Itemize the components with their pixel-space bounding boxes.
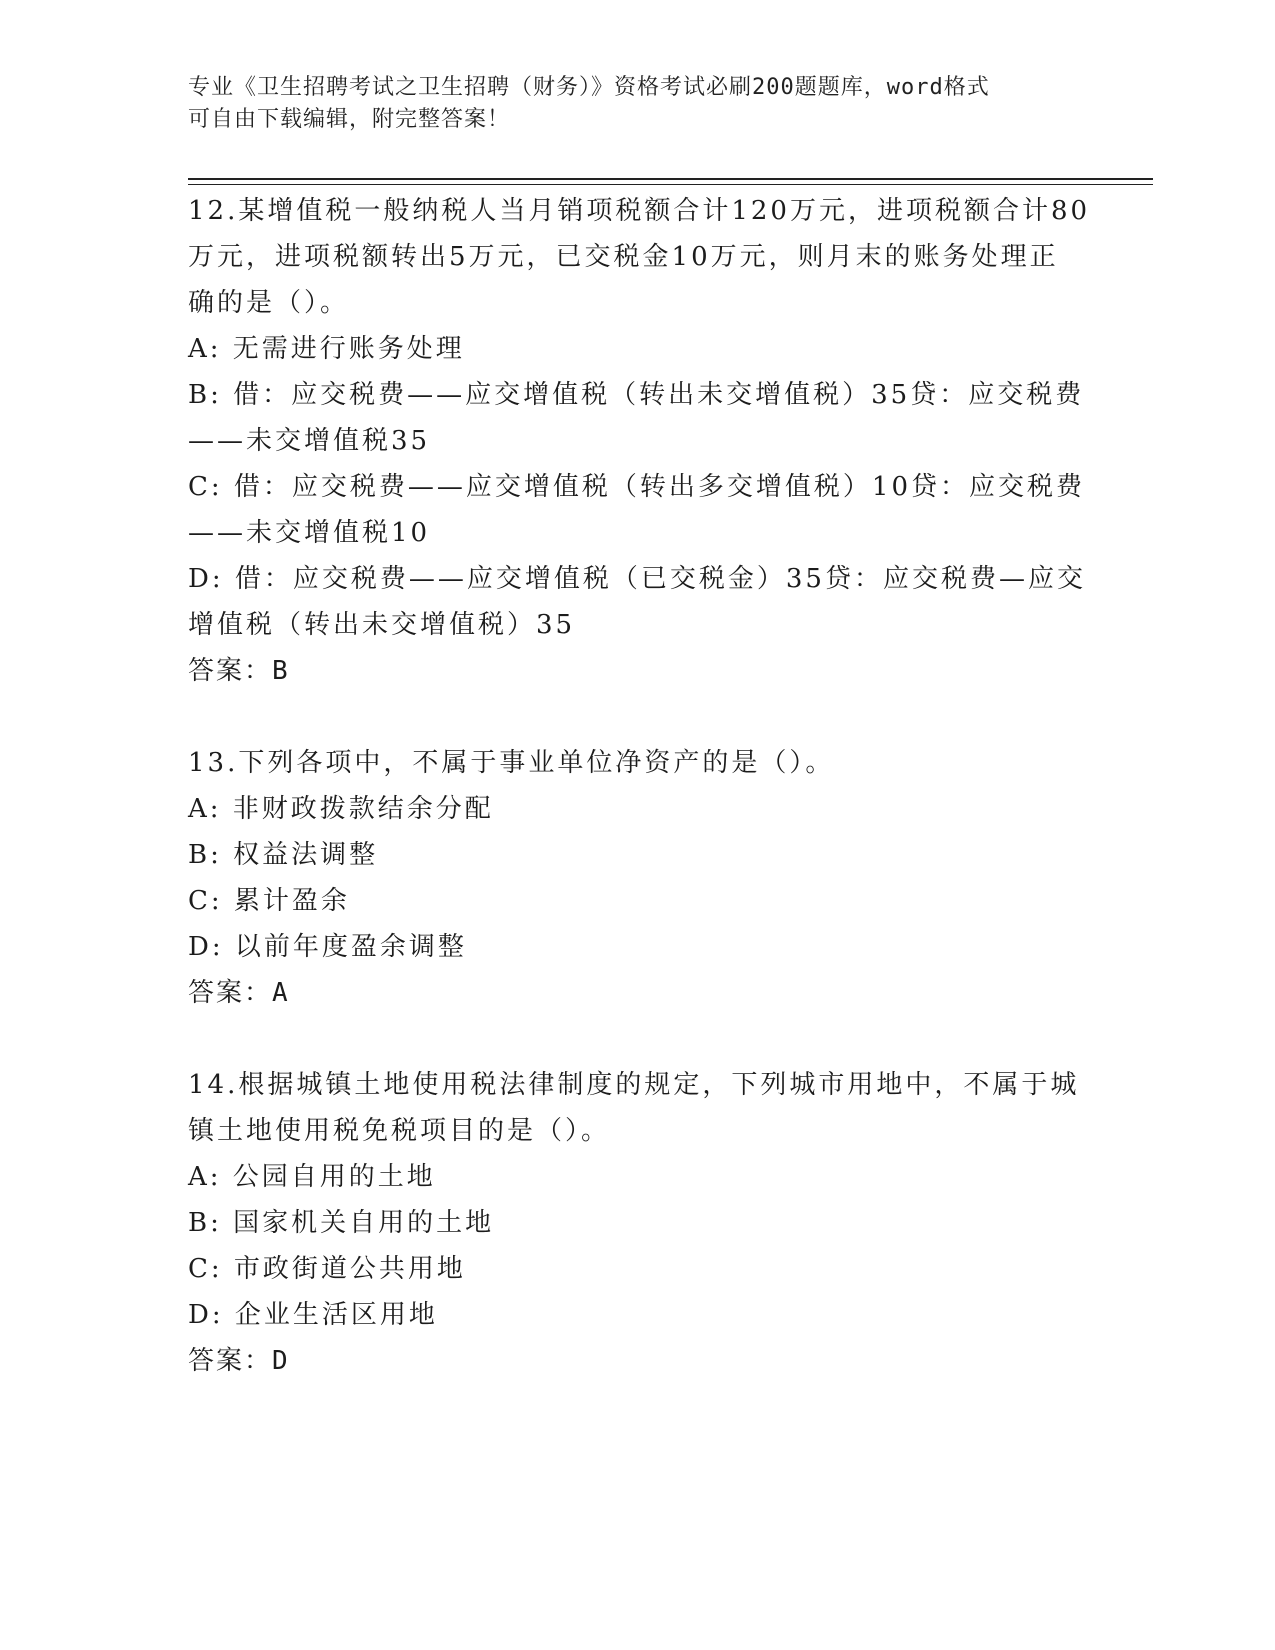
option-b: B: 国家机关自用的土地 — [188, 1208, 495, 1238]
answer-label: 答案：A — [188, 978, 290, 1008]
question-list — [188, 188, 1091, 1384]
option-d: D: 以前年度盈余调整 — [188, 932, 467, 962]
option-d: D: 借：应交税费——应交增值税（已交税金）35贷：应交税费—应交 — [188, 564, 1086, 594]
header-title-line-2: 可自由下载编辑，附完整答案！ — [188, 107, 511, 132]
option-a: A: 无需进行账务处理 — [188, 334, 465, 364]
page-header — [188, 72, 1068, 136]
answer-label: 答案：B — [188, 656, 290, 686]
option-c: C: 累计盈余 — [188, 886, 350, 916]
option-a: A: 非财政拨款结余分配 — [188, 794, 494, 824]
question-stem-line: 万元，进项税额转出5万元，已交税金10万元，则月末的账务处理正 — [188, 242, 1059, 272]
option-d: D: 企业生活区用地 — [188, 1300, 438, 1330]
answer-label: 答案：D — [188, 1346, 290, 1376]
option-d-continued: 增值税（转出未交增值税）35 — [188, 610, 576, 640]
question-12 — [188, 188, 1091, 694]
question-13 — [188, 740, 1088, 1016]
question-stem-line: 14.根据城镇土地使用税法律制度的规定，下列城市用地中，不属于城 — [188, 1070, 1080, 1100]
header-divider-thin — [188, 184, 1153, 185]
question-stem-line: 12.某增值税一般纳税人当月销项税额合计120万元，进项税额合计80 — [188, 196, 1091, 226]
option-c: C: 借：应交税费——应交增值税（转出多交增值税）10贷：应交税费 — [188, 472, 1086, 502]
question-stem-line: 13.下列各项中，不属于事业单位净资产的是（）。 — [188, 748, 835, 778]
option-b: B: 权益法调整 — [188, 840, 379, 870]
option-b-continued: ——未交增值税35 — [188, 426, 431, 456]
question-stem-line: 镇土地使用税免税项目的是（）。 — [188, 1116, 611, 1146]
question-stem-line: 确的是（）。 — [188, 288, 350, 318]
header-title-line-1: 专业《卫生招聘考试之卫生招聘（财务）》资格考试必刷200题题库，word格式 — [188, 75, 990, 100]
option-c: C: 市政街道公共用地 — [188, 1254, 466, 1284]
option-b: B: 借：应交税费——应交增值税（转出未交增值税）35贷：应交税费 — [188, 380, 1085, 410]
question-14 — [188, 1062, 1088, 1384]
option-a: A: 公园自用的土地 — [188, 1162, 436, 1192]
option-c-continued: ——未交增值税10 — [188, 518, 431, 548]
header-divider-thick — [188, 178, 1153, 180]
